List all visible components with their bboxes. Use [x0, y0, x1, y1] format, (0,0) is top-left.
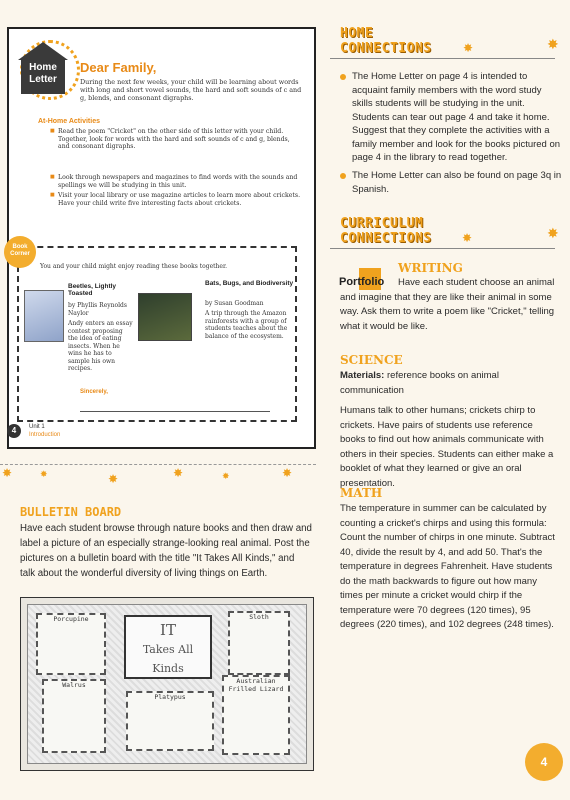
curriculum-heading-1: CURRICULUM	[340, 216, 424, 231]
writing-heading: WRITING	[398, 261, 463, 275]
book1-title: Beetles, Lightly Toasted	[68, 283, 117, 297]
book2-desc: A trip through the Amazon rainforests with a group of students teaches about the balance of the ecosystem.	[205, 310, 288, 340]
math-text: The temperature in summer can be calculated by counting a cricket's chirps and using this formula: Count the number of chirps in one minute. Subtract 40, divide the result by 4, and add 50. That's the temperature in degrees Fahrenheit. Have students do the math backwards to figure out how many times per minute a cricket would chirp if the temperature were 70 degrees (120 times), 95 degrees (220 times), and 102 degrees (248 times).	[340, 503, 555, 630]
star-icon: ✸	[2, 466, 13, 480]
badge-line1: Home	[29, 62, 57, 73]
stamp-sloth	[228, 611, 290, 675]
star-icon: ✸	[463, 41, 474, 55]
materials-value: reference books on animal communication	[340, 370, 499, 396]
stamp-platypus-label: Platypus	[154, 693, 186, 701]
bulletin-board-heading: BULLETIN BOARD	[20, 505, 122, 519]
letter-intro: During the next few weeks, your child will be learning about words with long and short vowel sounds, the hard and soft sounds of c and g, blends, and consonant digraphs.	[80, 78, 302, 102]
star-icon: ✸	[40, 470, 48, 480]
board-title-1: IT	[160, 621, 176, 639]
activity-item-3: ■ Visit your local library or use magazine articles to learn more about crickets. Have your child write five interesting facts about crickets.	[58, 192, 303, 207]
star-icon: ✸	[282, 466, 293, 480]
stamp-lizard-label: Australian Frilled Lizard	[228, 677, 284, 693]
books-intro: You and your child might enjoy reading these books together.	[40, 263, 228, 270]
star-icon: ✸	[547, 37, 559, 53]
stamp-porcupine-label: Porcupine	[53, 615, 89, 623]
star-icon: ✸	[547, 226, 559, 242]
activities-heading: At-Home Activities	[38, 118, 100, 125]
book1-desc: Andy enters an essay contest proposing the idea of eating insects. When he wins he has to sample his own recipes.	[68, 320, 133, 372]
letter-page-number: 4	[7, 424, 21, 438]
heading-rule	[330, 58, 555, 59]
activity-item-1: ■ Read the poem "Cricket" on the other side of this letter with your child. Together, look for words with the hard and soft sounds of c and g, blends, and consonant digraphs.	[58, 128, 303, 151]
curriculum-heading-2: CONNECTIONS	[340, 231, 432, 246]
book1-author: by Phyllis Reynolds Naylor	[68, 302, 127, 317]
stamp-sloth-label: Sloth	[249, 613, 269, 621]
stamp-lizard	[222, 675, 290, 755]
heading-rule	[330, 248, 555, 249]
bulletin-board-illustration	[20, 597, 314, 771]
science-heading: SCIENCE	[340, 353, 403, 367]
unit-label: Unit 1	[29, 424, 45, 430]
page-number: 4	[525, 743, 563, 781]
book2-title: Bats, Bugs, and Biodiversity	[205, 280, 294, 287]
book-cover-bats	[138, 293, 192, 341]
science-materials	[340, 369, 560, 398]
section-label: Introduction	[29, 432, 61, 438]
stamp-porcupine	[36, 613, 106, 675]
bulletin-board-text: Have each student browse through nature books and then draw and label a picture of an especially strange-looking real animal. Post the pictures on a bulletin board with the title "It Takes All Kinds," and talk about the wonderful diversity of living things on Earth.	[20, 523, 312, 579]
home-connections-heading-1: HOME	[340, 26, 374, 41]
book-corner-badge: Book Corner	[4, 236, 36, 268]
badge-line2: Letter	[29, 74, 57, 85]
signature-line	[80, 411, 270, 412]
materials-label: Materials:	[340, 370, 385, 381]
math-heading: MATH	[340, 486, 383, 500]
stamp-platypus	[126, 691, 214, 751]
board-title-3: Kinds	[152, 662, 184, 675]
board-title-card	[124, 615, 212, 679]
star-icon: ✸	[173, 466, 184, 480]
portfolio-icon: Portfolio	[339, 268, 389, 298]
sincerely: Sincerely,	[80, 389, 108, 395]
greeting: Dear Family,	[80, 60, 157, 75]
home-letter-badge	[18, 42, 68, 94]
home-connections-bullet-1: The Home Letter on page 4 is intended to acquaint family members with the word study skills students will be studying in the unit. Students can tear out page 4 and take it home. Suggest that they complete the activities with a family member and look for the books pictured on page 4 in the library to read together.	[352, 70, 562, 165]
star-icon: ✸	[108, 472, 119, 486]
star-icon: ✸	[462, 231, 473, 245]
book-cover-beetles	[24, 290, 64, 342]
star-icon: ✸	[222, 472, 230, 482]
home-connections-heading-2: CONNECTIONS	[340, 41, 432, 56]
stamp-walrus-label: Walrus	[62, 681, 86, 689]
science-text: Humans talk to other humans; crickets chirp to crickets. Have pairs of students use reference books to find out how animals communicate with others in their species. Students can either make a booklet of what they learned or give an oral presentation.	[340, 405, 554, 489]
book2-author: by Susan Goodman	[205, 300, 264, 307]
stamp-walrus	[42, 679, 106, 753]
board-title-2: Takes All	[142, 643, 194, 656]
writing-text: Have each student choose an animal and imagine that they are like their animal in some way. Ask them to write a poem like "Cricket," telling what it would be like.	[340, 277, 555, 332]
activity-item-2: ■ Look through newspapers and magazines to find words with the sounds and spellings we will be studying in this unit.	[58, 174, 303, 189]
home-connections-bullet-2: The Home Letter can also be found on page 3q in Spanish.	[352, 169, 562, 196]
